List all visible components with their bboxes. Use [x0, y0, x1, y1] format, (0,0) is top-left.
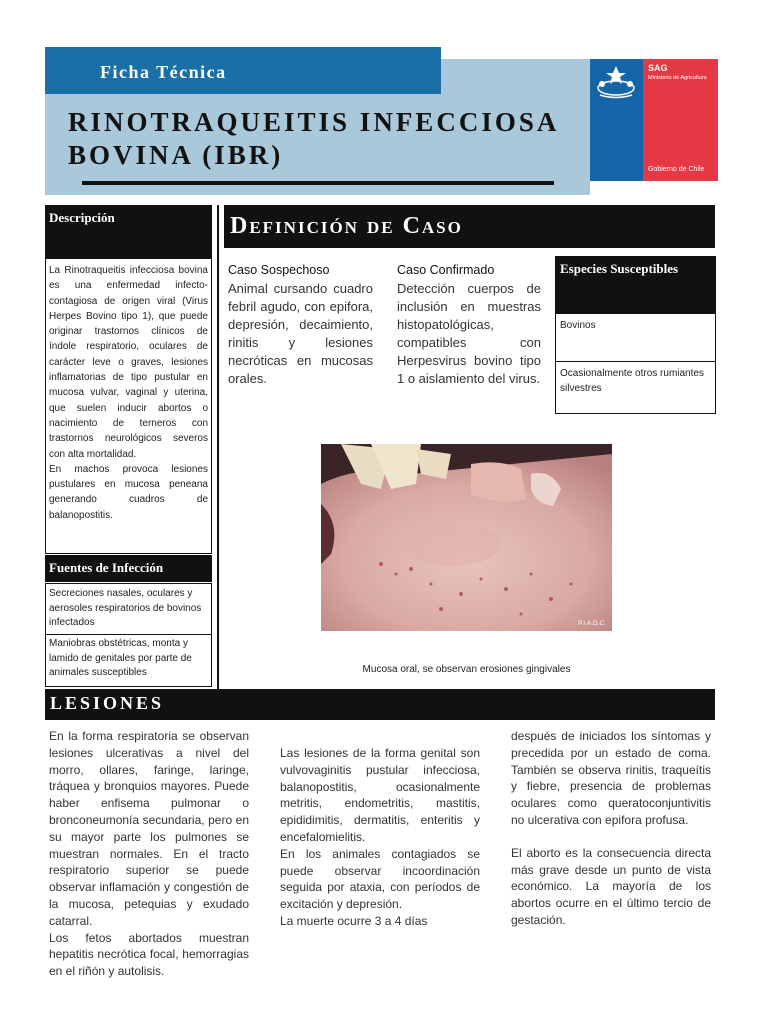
photo-credit: P.I.A.D.C. [578, 620, 607, 627]
fuentes-heading: Fuentes de Infección [45, 555, 212, 582]
header-divider [82, 181, 554, 185]
column-divider [217, 205, 219, 689]
descripcion-paragraph-2: En machos provoca lesiones pustulares en mucosa peneana generando cuadros de balanopostitis. [49, 463, 208, 521]
descripcion-heading: Descripción [45, 205, 212, 258]
coat-of-arms-icon [592, 62, 640, 100]
sag-logo-text: SAG [648, 63, 668, 73]
lesiones-col2-p2: En los animales contagiados se puede observar incoordinación seguida por ataxia, con períodos de excitación y depresión. [280, 846, 480, 912]
lesiones-col3-p1: El aborto es la consecuencia directa más grave desde un punto de vista económico. La mayoría de los abortos ocurre en el último tercio de gestación. [511, 845, 711, 927]
especies-heading: Especies Susceptibles [555, 256, 716, 313]
ficha-label: Ficha Técnica [100, 62, 227, 82]
lesiones-col2-p3-part-a: La muerte ocurre 3 a 4 días [280, 913, 428, 928]
page-title: RINOTRAQUEITIS INFECCIOSA BOVINA (IBR) [68, 107, 558, 170]
lesiones-col2-p1: Las lesiones de la forma genital son vulvovaginitis pustular infecciosa, balanopostitis, ocasionalmente metritis, endometritis, mastitis, epididimitis, dermatitis, enteritis y encefalomielitis. [280, 746, 480, 844]
fuentes-item-2: Maniobras obstétricas, monta y lamido de genitales por parte de animales susceptibles [45, 635, 212, 687]
descripcion-paragraph-1: La Rinotraqueitis infecciosa bovina es una enfermedad infecto-contagiosa de origen viral (Virus Herpes Bovino tipo 1), que puede originar trastornos clínicos de índole respiratorio, oculares de carácter leve o graves, lesiones inflamatorias de tipo pustular en mucosa vulvar, vaginal y uterina, que suelen inducir abortos o nacimiento de terneros con trastornos neurológicos severos con alta mortalidad. [49, 265, 208, 460]
caso-confirmado-text: Detección cuerpos de inclusión en muestras histopatológicas, compatibles con Herpesvirus bovino tipo 1 o aislamiento del virus. [397, 281, 541, 386]
especies-item-2: Ocasionalmente otros rumiantes silvestres [555, 362, 716, 414]
lesiones-heading: LESIONES [45, 689, 715, 720]
definicion-heading-text: Definición de Caso [230, 213, 463, 239]
lesiones-col2-p3-part-b: después de iniciados los síntomas y precedida por un estado de coma. También se observa rinitis, traqueítis y fiebre, presencia de problemas oculares como queratoconjuntivitis no ulcerativa con epifora profusa. [511, 729, 711, 827]
descripcion-box [45, 258, 212, 554]
oral-mucosa-photo [321, 444, 612, 631]
lesiones-column-1 [49, 728, 249, 980]
especies-item-1: Bovinos [555, 313, 716, 362]
lesiones-column-3 [511, 728, 711, 929]
caso-sospechoso-title: Caso Sospechoso [228, 263, 330, 277]
caso-sospechoso-text: Animal cursando cuadro febril agudo, con epifora, depresión, decaimiento, rinitis y lesiones necróticas en mucosas orales. [228, 281, 373, 386]
lesiones-col1-p1: En la forma respiratoria se observan lesiones ulcerativas a nivel del morro, ollares, faringe, laringe, tráquea y bronquios mayores. Puede haber enfisema pulmonar o bronconeumonía secundaria, pero en su mayor parte los pulmones se muestran normales. En el tracto respiratorio superior se puede observar inflamación y congestión de la mucosa, petequias y exudado catarral. [49, 729, 249, 928]
definicion-heading [224, 205, 715, 248]
lesiones-column-2 [280, 745, 480, 930]
ministerio-text: Ministerio de Agricultura [648, 75, 707, 81]
photo-caption: Mucosa oral, se observan erosiones gingivales [362, 664, 571, 675]
lesiones-col1-p2: Los fetos abortados muestran hepatitis necrótica focal, hemorragias en el riñón y autolisis. [49, 930, 249, 979]
fuentes-item-1: Secreciones nasales, oculares y aerosoles respiratorios de bovinos infectados [45, 583, 212, 635]
caso-confirmado-title: Caso Confirmado [397, 263, 495, 277]
gobierno-text: Gobierno de Chile [648, 166, 705, 173]
